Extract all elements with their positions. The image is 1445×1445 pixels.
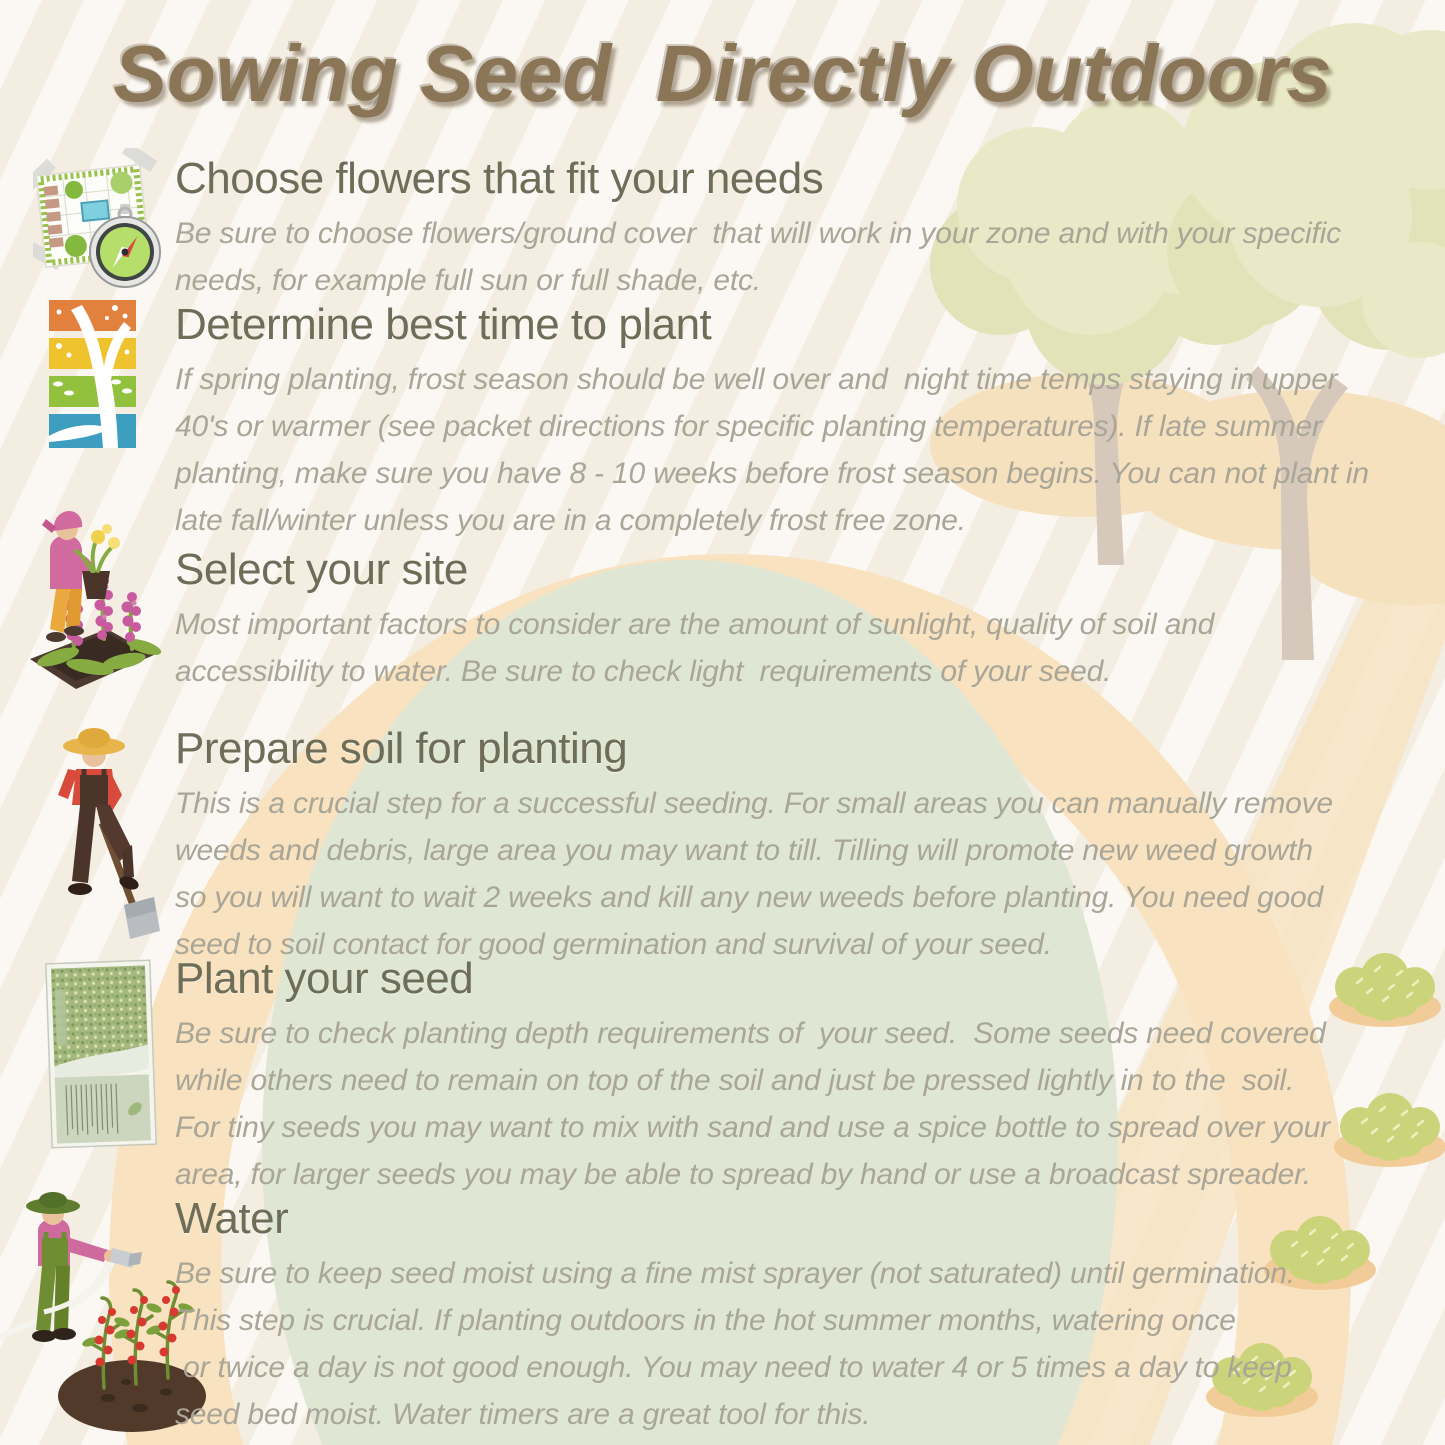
section-plant-seed <box>175 950 1440 1198</box>
seed-packet-icon <box>45 958 157 1150</box>
four-seasons-tree-icon <box>45 300 140 448</box>
step-heading: Determine best time to plant <box>175 300 712 349</box>
body-line: while others need to remain on top of the soil and just be pressed lightly in to the soil. <box>175 1064 1295 1097</box>
step-heading: Prepare soil for planting <box>175 724 628 773</box>
step-body <box>175 1010 1440 1198</box>
step-heading: Choose flowers that fit your needs <box>175 154 824 203</box>
page-title: Sowing Seed Directly Outdoors <box>113 29 1332 118</box>
body-line: weeds and debris, large area you may want to till. Tilling will promote new weed growth <box>175 834 1313 867</box>
section-choose-flowers <box>175 150 1440 304</box>
body-line: This is a crucial step for a successful seeding. For small areas you can manually remove <box>175 787 1333 820</box>
body-line: planting, make sure you have 8 - 10 weeks before frost season begins. You can not plant in <box>175 457 1369 490</box>
digging-shovel-icon <box>30 725 160 953</box>
body-line: so you will want to wait 2 weeks and kill any new weeds before planting. You need good <box>175 881 1323 914</box>
body-line: If spring planting, frost season should be well over and night time temps staying in upper <box>175 363 1338 396</box>
step-body <box>175 1250 1440 1438</box>
body-line: This step is crucial. If planting outdoors in the hot summer months, watering once <box>175 1304 1236 1337</box>
section-select-site <box>175 541 1440 695</box>
step-body <box>175 210 1440 304</box>
body-line: Be sure to check planting depth requirements of your seed. Some seeds need covered <box>175 1017 1326 1050</box>
body-line: late fall/winter unless you are in a completely frost free zone. <box>175 504 966 537</box>
body-line: seed bed moist. Water timers are a great tool for this. <box>175 1398 871 1431</box>
body-line: Most important factors to consider are the amount of sunlight, quality of soil and <box>175 608 1215 641</box>
step-heading: Water <box>175 1194 289 1243</box>
body-line: 40's or warmer (see packet directions for specific planting temperatures). If late summer <box>175 410 1322 443</box>
body-line: or twice a day is not good enough. You may need to water 4 or 5 times a day to keep <box>175 1351 1292 1384</box>
step-heading: Select your site <box>175 545 468 594</box>
garden-plan-compass-icon <box>33 148 168 296</box>
body-line: For tiny seeds you may want to mix with sand and use a spice bottle to spread over your <box>175 1111 1330 1144</box>
body-line: needs, for example full sun or full shade, etc. <box>175 264 761 297</box>
section-best-time <box>175 296 1440 544</box>
step-heading: Plant your seed <box>175 954 474 1003</box>
body-line: seed to soil contact for good germination and survival of your seed. <box>175 928 1052 961</box>
step-body <box>175 356 1440 544</box>
section-prepare-soil <box>175 720 1440 968</box>
body-line: area, for larger seeds you may be able to spread by hand or use a broadcast spreader. <box>175 1158 1311 1191</box>
planting-flowers-icon <box>12 497 162 705</box>
body-line: accessibility to water. Be sure to check light requirements of your seed. <box>175 655 1112 688</box>
step-body <box>175 601 1440 695</box>
body-line: Be sure to choose flowers/ground cover that will work in your zone and with your specific <box>175 217 1341 250</box>
section-water <box>175 1190 1440 1438</box>
body-line: Be sure to keep seed moist using a fine mist sprayer (not saturated) until germination. <box>175 1257 1295 1290</box>
step-body <box>175 780 1440 968</box>
